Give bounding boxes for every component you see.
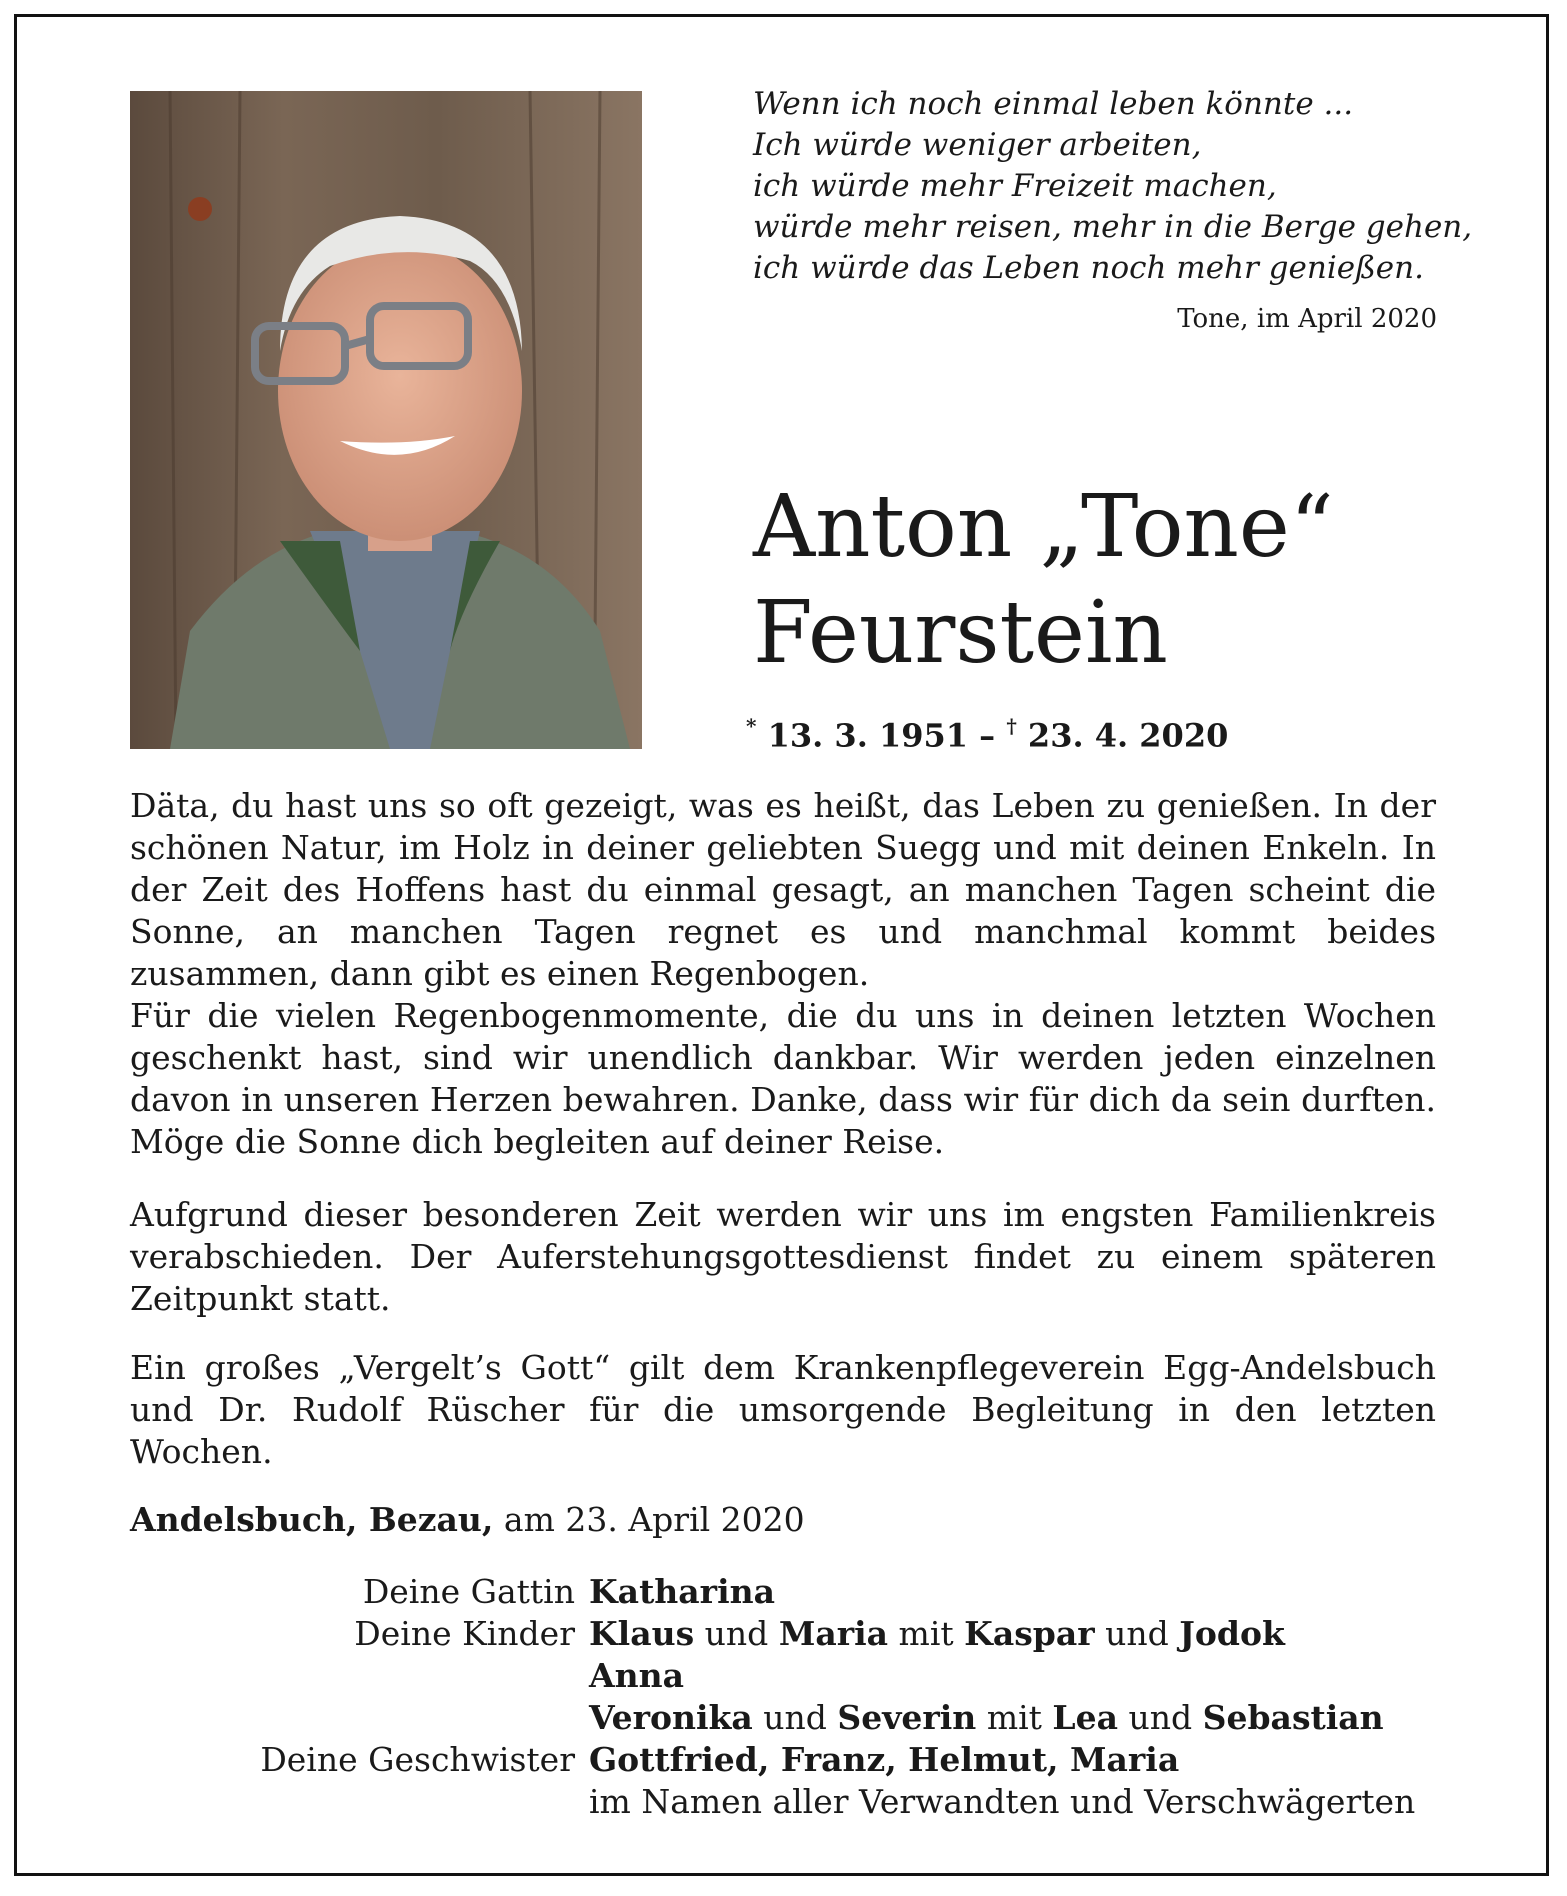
connector: mit bbox=[986, 1698, 1042, 1737]
place-and-date bbox=[130, 1500, 805, 1539]
death-symbol: † bbox=[1006, 714, 1017, 738]
connector: und bbox=[704, 1614, 769, 1653]
deceased-name bbox=[753, 474, 1334, 686]
life-dates bbox=[746, 716, 1228, 755]
family-name: Kaspar bbox=[964, 1614, 1095, 1653]
paragraph-text: Für die vielen Regenbogenmomente, die du uns in deinen letzten Wochen geschenkt hast, sind wir unendlich dankbar. Wir werden jeden einzelnen davon in unseren Herzen bewahren. Danke, dass wir für dich da sein durften. Möge die Sonne dich begleiten auf deiner Reise. bbox=[130, 996, 1436, 1161]
family-row-children-2 bbox=[130, 1655, 1460, 1697]
poem-line: ich würde mehr Freizeit machen, bbox=[753, 168, 1277, 204]
family-name: Jodok bbox=[1179, 1614, 1285, 1653]
family-row-spouse bbox=[130, 1571, 1460, 1613]
relation-label: Deine Kinder bbox=[354, 1614, 575, 1653]
connector: und bbox=[1128, 1698, 1193, 1737]
poem-line: Ich würde weniger arbeiten, bbox=[753, 127, 1202, 163]
birth-symbol: * bbox=[746, 714, 757, 738]
name-line-1: Anton „Tone“ bbox=[753, 477, 1334, 577]
family-row-siblings bbox=[130, 1739, 1460, 1781]
family-name: Veronika bbox=[589, 1698, 753, 1737]
name-line-2: Feurstein bbox=[753, 583, 1168, 683]
family-row-children-3 bbox=[130, 1697, 1460, 1739]
family-name: Klaus bbox=[589, 1614, 695, 1653]
closing-line: im Namen aller Verwandten und Verschwägerten bbox=[589, 1782, 1416, 1821]
family-row-children bbox=[130, 1613, 1460, 1655]
paragraph-text: Däta, du hast uns so oft gezeigt, was es heißt, das Leben zu genießen. In der schönen Natur, im Holz in deiner geliebten Suegg und mit deinen Enkeln. In der Zeit des Hoffens hast du einmal gesagt, an manchen Tagen scheint die Sonne, an manchen Tagen regnet es und manchmal kommt beides zusammen, dann gibt es einen Regenbogen. bbox=[130, 786, 1436, 993]
place-towns: Andelsbuch, Bezau, bbox=[130, 1500, 494, 1539]
birth-date: 13. 3. 1951 bbox=[767, 716, 969, 755]
paragraph-thanks: Ein großes „Vergelt’s Gott“ gilt dem Krankenpflegeverein Egg-Andelsbuch und Dr. Rudolf Rüscher für die umsorgende Begleitung in den letzten Wochen. bbox=[130, 1348, 1436, 1471]
poem-line: ich würde das Leben noch mehr genießen. bbox=[753, 250, 1424, 286]
date-separator: – bbox=[979, 716, 996, 755]
poem-line: Wenn ich noch einmal leben könnte ... bbox=[753, 86, 1354, 122]
poem-quote bbox=[753, 84, 1473, 289]
death-date: 23. 4. 2020 bbox=[1027, 716, 1229, 755]
relation-label: Deine Gattin bbox=[362, 1572, 575, 1611]
family-name: Maria bbox=[778, 1614, 889, 1653]
connector: und bbox=[1105, 1614, 1169, 1653]
relation-label: Deine Geschwister bbox=[260, 1740, 575, 1779]
family-row-closing bbox=[130, 1781, 1460, 1823]
family-name: Sebastian bbox=[1202, 1698, 1384, 1737]
family-name: Lea bbox=[1052, 1698, 1119, 1737]
portrait-photo bbox=[130, 91, 642, 749]
paragraph-funeral-note: Aufgrund dieser besonderen Zeit werden wir uns im engsten Familienkreis verabschieden. Der Auferstehungsgottesdienst findet zu einem späteren Zeitpunkt statt. bbox=[130, 1195, 1436, 1318]
family-list bbox=[130, 1571, 1460, 1823]
paragraph-remembrance bbox=[130, 785, 1436, 1163]
poem-line: würde mehr reisen, mehr in die Berge gehen, bbox=[753, 209, 1473, 245]
place-date: am 23. April 2020 bbox=[503, 1500, 805, 1539]
connector: und bbox=[763, 1698, 827, 1737]
family-name: Gottfried, Franz, Helmut, Maria bbox=[589, 1740, 1180, 1779]
family-name: Katharina bbox=[589, 1572, 775, 1611]
family-name: Anna bbox=[589, 1656, 684, 1695]
family-name: Severin bbox=[837, 1698, 977, 1737]
poem-signature: Tone, im April 2020 bbox=[1177, 304, 1437, 334]
connector: mit bbox=[898, 1614, 954, 1653]
